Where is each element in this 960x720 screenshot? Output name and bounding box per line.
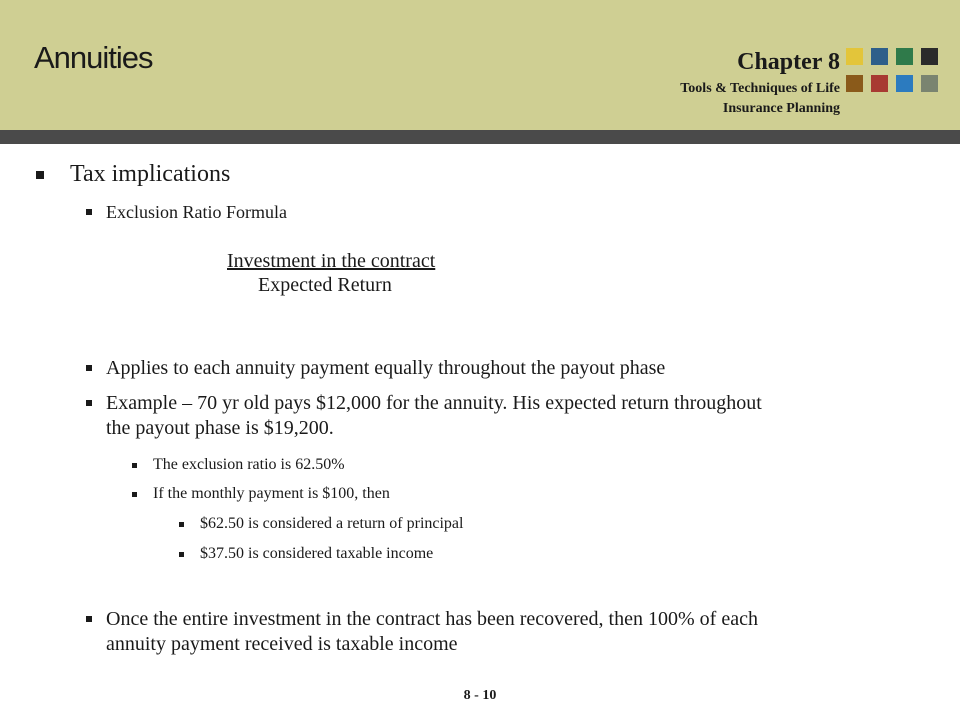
bullet-square-icon (86, 365, 92, 371)
bullet-square-icon (179, 552, 184, 557)
taxable-text: $37.50 is considered taxable income (200, 545, 434, 562)
once-line-2: annuity payment received is taxable income (106, 633, 458, 655)
page-number: 8 - 10 (463, 688, 497, 703)
chapter-label: Chapter 8 (737, 49, 840, 75)
bullet-monthly-payment (132, 485, 390, 503)
example-line-1: Example – 70 yr old pays $12,000 for the annuity. His expected return throughout (106, 392, 762, 414)
bullet-tax-implications (36, 161, 230, 188)
applies-text: Applies to each annuity payment equally throughout the payout phase (106, 357, 666, 379)
sub-heading-text: Exclusion Ratio Formula (106, 202, 287, 222)
bullet-example (86, 391, 762, 441)
bullet-square-icon (132, 492, 137, 497)
bullet-exclusion-ratio-value (132, 456, 345, 474)
bullet-square-icon (179, 522, 184, 527)
formula-denominator: Expected Return (258, 274, 392, 296)
formula-numerator: Investment in the contract (227, 250, 436, 272)
bullet-applies (86, 356, 665, 381)
once-text (106, 607, 758, 657)
bullet-square-icon (132, 463, 137, 468)
bullet-principal (179, 515, 463, 533)
bullet-once-recovered (86, 607, 758, 657)
chapter-subtitle-line1: Tools & Techniques of Life (680, 81, 840, 96)
example-text (106, 391, 762, 441)
monthly-text: If the monthly payment is $100, then (153, 485, 390, 502)
slide-title: Annuities (34, 40, 153, 75)
bullet-square-icon (86, 209, 92, 215)
bullet-exclusion-ratio (86, 200, 287, 225)
principal-text: $62.50 is considered a return of principal (200, 515, 464, 532)
bullet-taxable (179, 545, 433, 563)
bullet-square-icon (86, 616, 92, 622)
heading-text: Tax implications (70, 161, 231, 187)
chapter-subtitle-line2: Insurance Planning (722, 101, 840, 116)
bullet-square-icon (36, 171, 44, 179)
once-line-1: Once the entire investment in the contract has been recovered, then 100% of each (106, 608, 758, 630)
ratio-text: The exclusion ratio is 62.50% (153, 456, 345, 473)
bullet-square-icon (86, 400, 92, 406)
example-line-2: the payout phase is $19,200. (106, 417, 334, 439)
